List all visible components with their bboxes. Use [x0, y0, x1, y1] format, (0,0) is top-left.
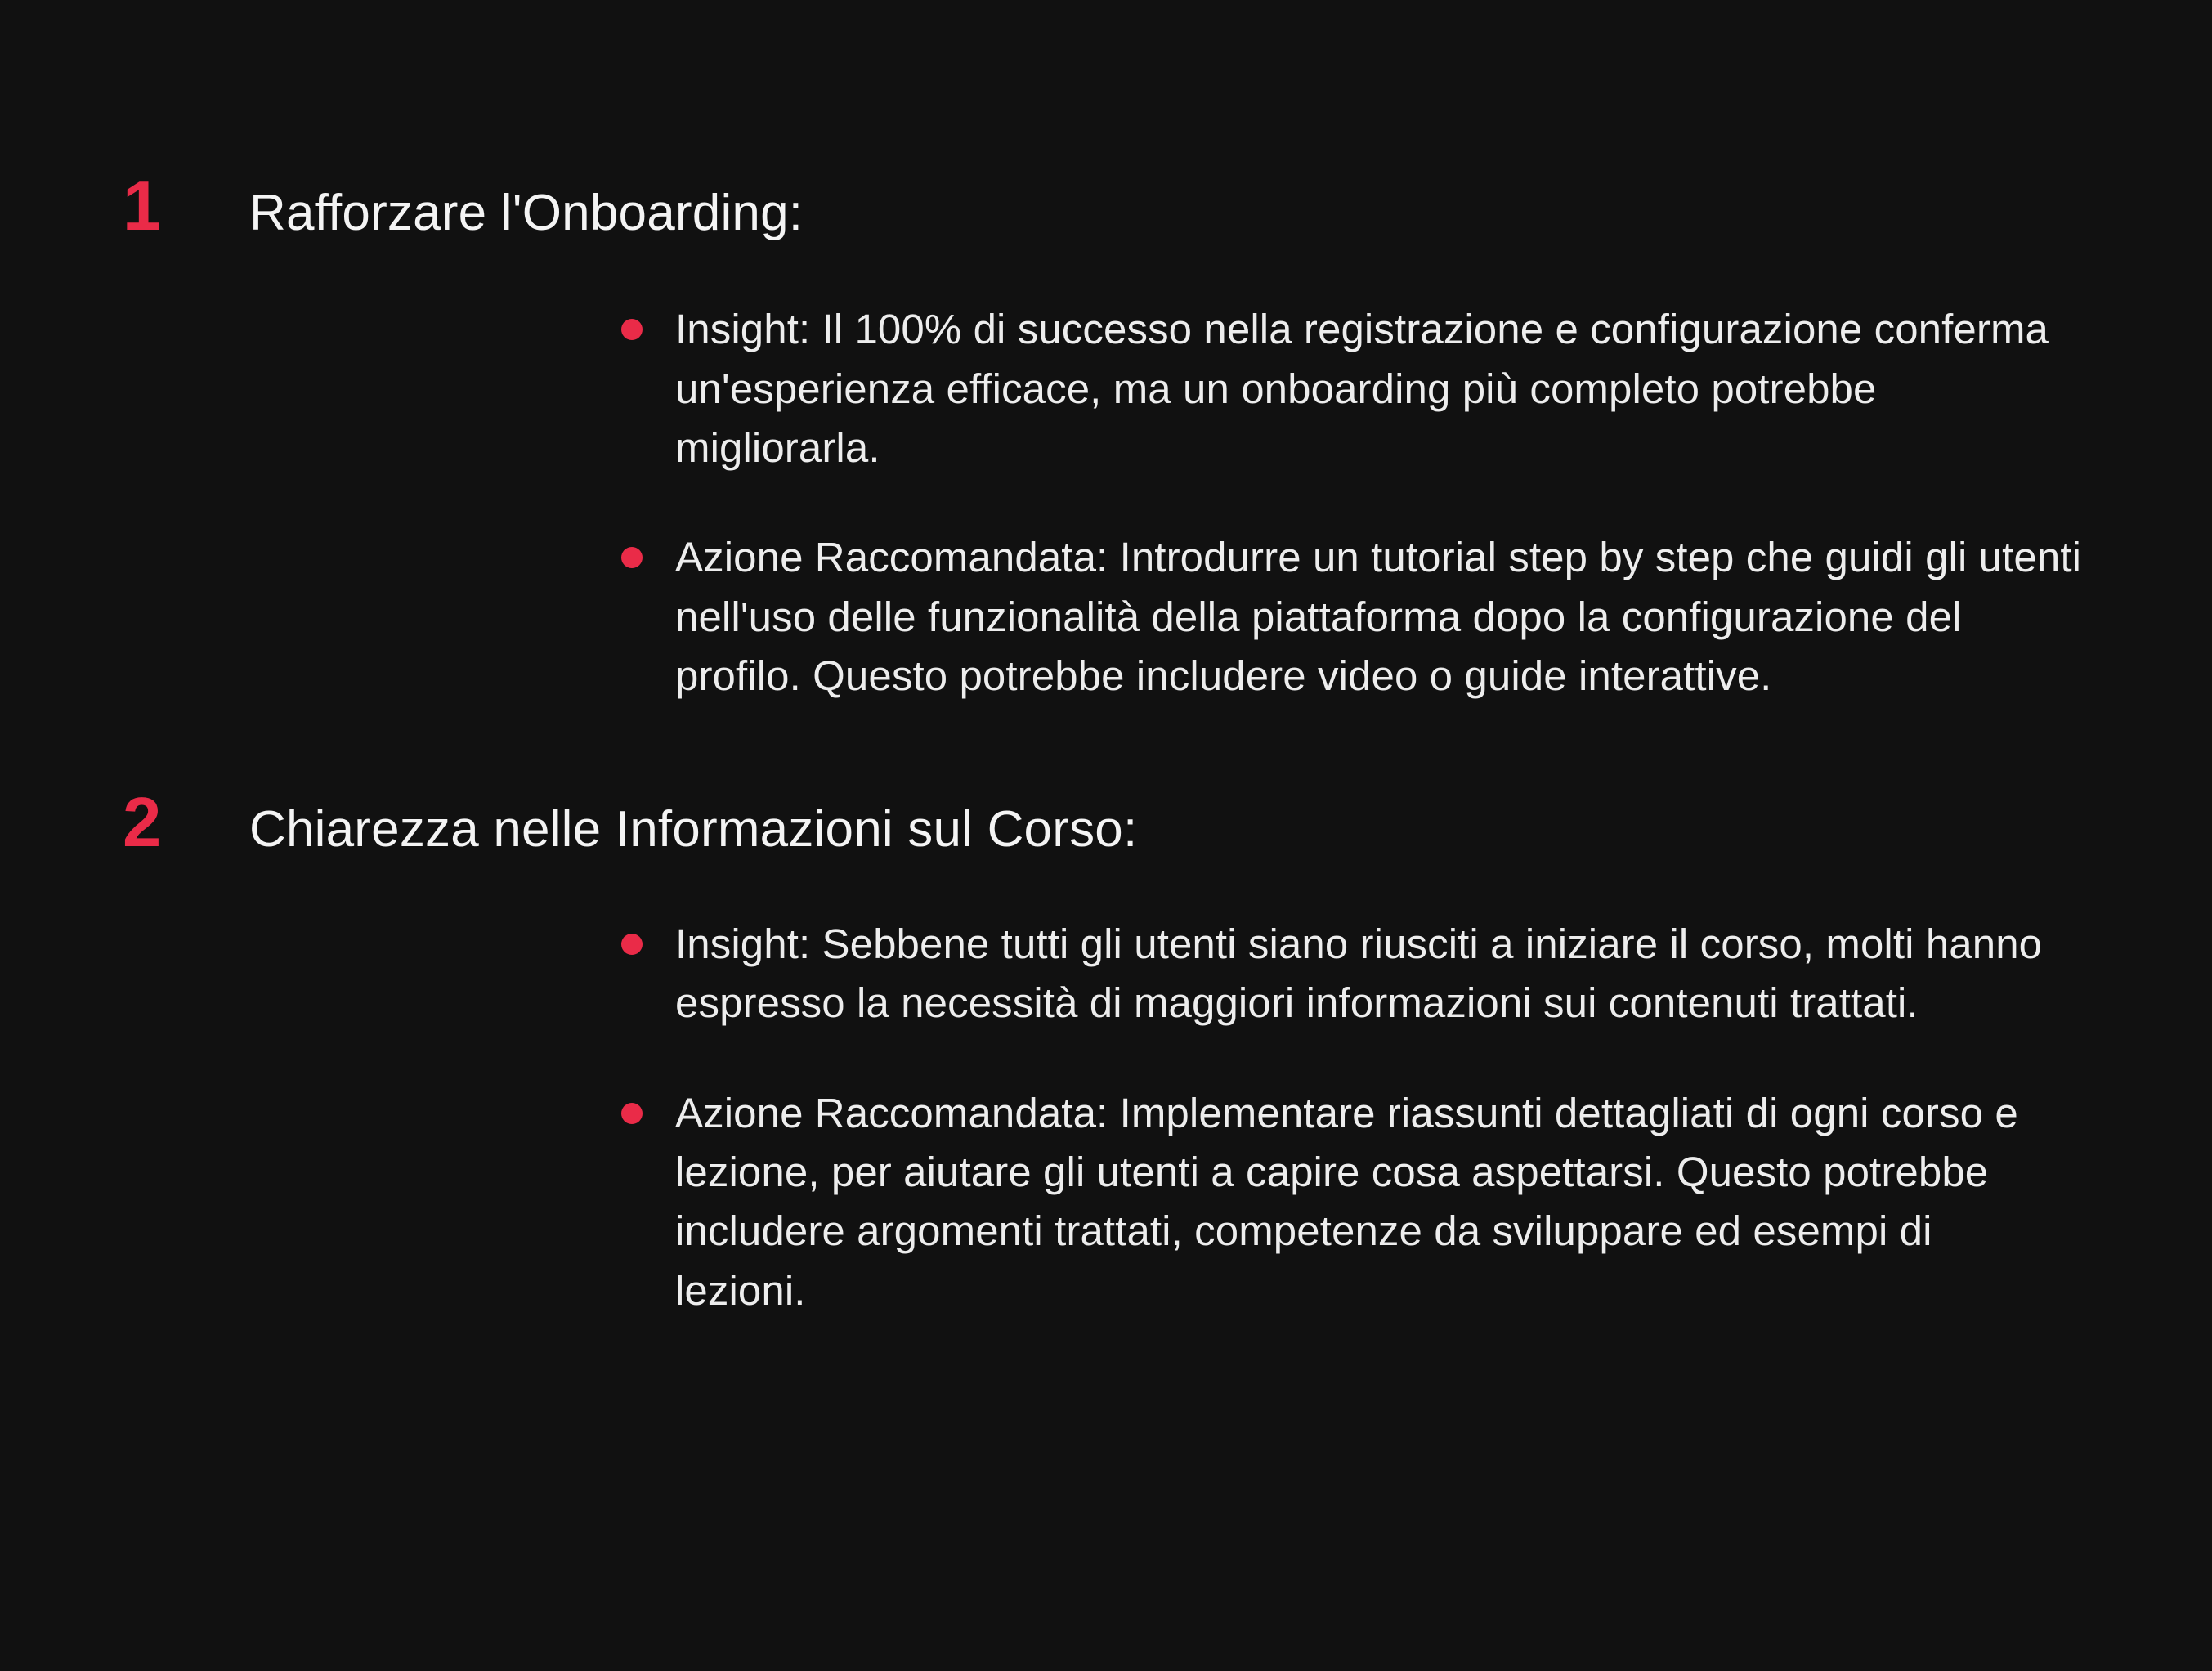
- list-item: [621, 915, 2089, 1033]
- bullet-dot-icon: [621, 1103, 643, 1124]
- list-item: [621, 528, 2089, 706]
- bullet-text: Insight: Il 100% di successo nella registrazione e configurazione conferma un'esperienza efficace, ma un onboarding più completo potrebbe migliorarla.: [675, 306, 2049, 471]
- section-header: [123, 783, 2089, 862]
- section-header: [123, 168, 2089, 245]
- section-number: 2: [123, 783, 161, 862]
- bullet-text: Azione Raccomandata: Introdurre un tutorial step by step che guidi gli utenti nell'uso delle funzionalità della piattaforma dopo la configurazione del profilo. Questo potrebbe includere video o guide interattive.: [675, 534, 2082, 700]
- bullet-list: [123, 915, 2089, 1320]
- bullet-dot-icon: [621, 319, 643, 340]
- section-title: Rafforzare l'Onboarding:: [249, 185, 804, 241]
- bullet-list: [123, 300, 2089, 706]
- bullet-text: Azione Raccomandata: Implementare riassunti dettagliati di ogni corso e lezione, per aiutare gli utenti a capire cosa aspettarsi. Questo potrebbe includere argomenti trattati, competenze da sviluppare ed esempi di lezioni.: [675, 1089, 2018, 1314]
- section-onboarding: [123, 168, 2089, 706]
- section-number: 1: [123, 168, 161, 245]
- bullet-dot-icon: [621, 934, 643, 955]
- bullet-dot-icon: [621, 547, 643, 568]
- list-item: [621, 300, 2089, 477]
- bullet-text: Insight: Sebbene tutti gli utenti siano riusciti a iniziare il corso, molti hanno espresso la necessità di maggiori informazioni sui contenuti trattati.: [675, 920, 2043, 1027]
- section-course-info: [123, 783, 2089, 1321]
- section-title: Chiarezza nelle Informazioni sul Corso:: [249, 800, 1138, 858]
- list-item: [621, 1084, 2089, 1321]
